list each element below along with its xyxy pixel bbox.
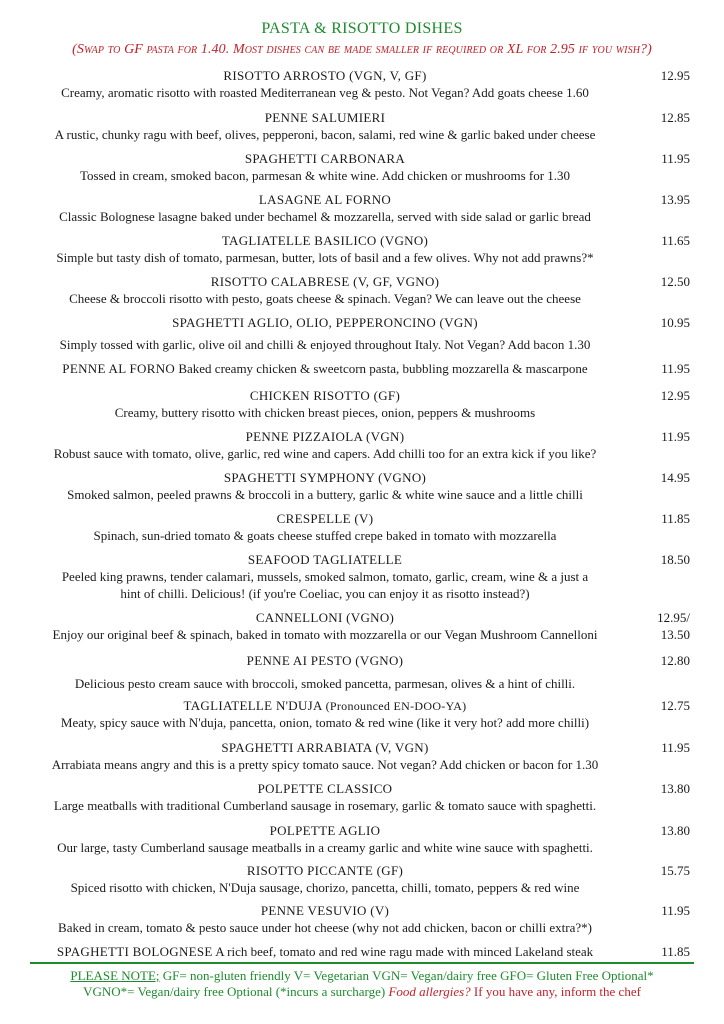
item-description: Arrabiata means angry and this is a pretty spicy tomato sauce. Not vegan? Add chicken or bacon for 1.30	[51, 757, 599, 772]
item-description: Creamy, buttery risotto with chicken breast pieces, onion, peppers & mushrooms	[114, 405, 536, 420]
menu-item	[20, 428, 690, 462]
item-description: Robust sauce with tomato, olive, garlic, red wine and capers. Add chilli too for an extra kick if you like?	[53, 446, 597, 461]
item-price: 12.75	[660, 698, 690, 713]
item-name: CRESPELLE (V)	[276, 511, 374, 526]
menu-item	[20, 469, 690, 503]
item-name: SPAGHETTI ARRABIATA (V, VGN)	[221, 740, 429, 755]
item-description: Baked creamy chicken & sweetcorn pasta, bubbling mozzarella & mascarpone	[178, 361, 588, 376]
item-name: PENNE AL FORNO	[62, 361, 176, 376]
item-description: Large meatballs with traditional Cumberland sausage in rosemary, garlic & tomato sauce with spaghetti.	[53, 798, 597, 813]
item-price: 15.75	[660, 863, 690, 878]
item-name: PENNE SALUMIERI	[264, 110, 386, 125]
item-description: Creamy, aromatic risotto with roasted Mediterranean veg & pesto. Not Vegan? Add goats cheese 1.60	[61, 85, 589, 100]
menu-item	[20, 739, 690, 773]
item-description: Tossed in cream, smoked bacon, parmesan & white wine. Add chicken or mushrooms for 1.30	[79, 168, 571, 183]
item-price: 11.85	[661, 511, 690, 526]
item-description: A rich beef, tomato and red wine ragu made with minced Lakeland steak	[215, 944, 594, 959]
item-price-alt: 13.50	[660, 627, 690, 642]
dietary-key-line-2: VGNO*= Vegan/dairy free Optional (*incurs a surcharge)	[83, 984, 389, 999]
item-price: 12.85	[660, 110, 690, 125]
item-price: 11.95	[661, 740, 690, 755]
item-price: 13.80	[660, 781, 690, 796]
page-subtitle: (Swap to GF pasta for 1.40. Most dishes can be made smaller if required or XL for 2.95 if you wish?)	[72, 42, 652, 57]
allergy-label: Food allergies?	[388, 984, 471, 999]
item-price: 12.95	[660, 68, 690, 83]
item-price: 12.50	[660, 274, 690, 289]
item-price: 11.95	[661, 903, 690, 918]
item-name: PENNE PIZZAIOLA (VGN)	[245, 429, 405, 444]
menu-item	[20, 822, 690, 856]
menu-item	[20, 191, 690, 225]
item-description: Baked in cream, tomato & pesto sauce under hot cheese (why not add chicken, bacon or chilli extra?*)	[58, 920, 592, 935]
item-name: CHICKEN RISOTTO (GF)	[249, 388, 401, 403]
menu-item	[20, 273, 690, 307]
dietary-key-footer	[30, 962, 694, 1000]
item-description: Delicious pesto cream sauce with broccoli, smoked pancetta, parmesan, olives & a hint of chilli.	[74, 676, 576, 691]
item-price: 11.95	[661, 429, 690, 444]
item-name: RISOTTO ARROSTO (VGN, V, GF)	[223, 68, 427, 83]
dietary-key-line-1: GF= non-gluten friendly V= Vegetarian VGN= Vegan/dairy free GFO= Gluten Free Optional*	[159, 968, 654, 983]
item-price: 10.95	[660, 315, 690, 330]
item-description: Simple but tasty dish of tomato, parmesan, butter, lots of basil and a few olives. Why not add prawns?*	[56, 250, 594, 265]
item-price: 11.85	[661, 944, 690, 959]
item-description-continued: hint of chilli. Delicious! (if you're Coeliac, you can enjoy it as risotto instead?)	[120, 586, 530, 601]
item-price: 12.80	[660, 653, 690, 668]
item-description: Our large, tasty Cumberland sausage meatballs in a creamy garlic and white wine sauce with spaghetti.	[57, 840, 593, 855]
menu-item	[20, 360, 690, 377]
menu-item	[20, 862, 690, 896]
item-name: SPAGHETTI CARBONARA	[244, 151, 406, 166]
item-price: 13.95	[660, 192, 690, 207]
menu-item	[20, 314, 690, 353]
item-price: 11.65	[661, 233, 690, 248]
item-name: POLPETTE CLASSICO	[257, 781, 393, 796]
item-price: 12.95	[660, 388, 690, 403]
menu-item	[20, 232, 690, 266]
menu-item	[20, 510, 690, 544]
item-name: CANNELLONI (VGNO)	[255, 610, 395, 625]
menu-item	[20, 150, 690, 184]
menu-item	[20, 609, 690, 643]
item-price: 12.95/	[657, 610, 690, 625]
item-description: Smoked salmon, peeled prawns & broccoli in a buttery, garlic & white wine sauce and a little chilli	[67, 487, 583, 502]
item-name: RISOTTO CALABRESE (V, GF, VGNO)	[210, 274, 440, 289]
item-name: SPAGHETTI AGLIO, OLIO, PEPPERONCINO (VGN)	[172, 315, 478, 330]
item-name: SPAGHETTI BOLOGNESE	[56, 944, 213, 959]
item-description: Peeled king prawns, tender calamari, mussels, smoked salmon, tomato, garlic, cream, wine & a just a	[61, 569, 589, 584]
item-description: Spiced risotto with chicken, N'Duja sausage, chorizo, pancetta, chilli, tomato, peppers & red wine	[70, 880, 580, 895]
item-description: Classic Bolognese lasagne baked under bechamel & mozzarella, served with side salad or garlic bread	[59, 209, 591, 224]
item-price: 14.95	[660, 470, 690, 485]
item-price: 18.50	[660, 552, 690, 567]
item-name: PENNE VESUVIO (V)	[260, 903, 390, 918]
item-name: TAGLIATELLE BASILICO (VGNO)	[221, 233, 429, 248]
item-description: Spinach, sun-dried tomato & goats cheese stuffed crepe baked in tomato with mozzarella	[93, 528, 557, 543]
menu-item	[20, 780, 690, 814]
item-price: 11.95	[661, 151, 690, 166]
item-name: SEAFOOD TAGLIATELLE	[247, 552, 403, 567]
menu-item	[20, 943, 690, 960]
item-price: 11.95	[661, 361, 690, 376]
item-name: PENNE AI PESTO (VGNO)	[246, 653, 404, 668]
allergy-text: If you have any, inform the chef	[470, 984, 641, 999]
item-description: Meaty, spicy sauce with N'duja, pancetta, onion, tomato & red wine (like it very hot? add more chilli)	[60, 715, 590, 730]
menu-item	[20, 902, 690, 936]
menu-item	[20, 551, 690, 602]
item-name: LASAGNE AL FORNO	[258, 192, 392, 207]
item-name: TAGLIATELLE N'DUJA	[183, 698, 323, 713]
menu-item	[20, 67, 690, 101]
menu-item	[20, 697, 690, 731]
item-description: A rustic, chunky ragu with beef, olives, pepperoni, bacon, salami, red wine & garlic baked under cheese	[54, 127, 596, 142]
menu-item	[20, 387, 690, 421]
item-description: Simply tossed with garlic, olive oil and chilli & enjoyed throughout Italy. Not Vegan? Add bacon 1.30	[59, 337, 591, 352]
page-title: PASTA & RISOTTO DISHES	[261, 20, 463, 37]
item-name: SPAGHETTI SYMPHONY (VGNO)	[223, 470, 427, 485]
please-note-label: PLEASE NOTE;	[70, 968, 160, 983]
item-name: RISOTTO PICCANTE (GF)	[246, 863, 404, 878]
item-price: 13.80	[660, 823, 690, 838]
item-description: Cheese & broccoli risotto with pesto, goats cheese & spinach. Vegan? We can leave out the cheese	[69, 291, 581, 306]
pronunciation-note: (Pronounced EN-DOO-YA)	[325, 699, 467, 713]
menu-item	[20, 652, 690, 692]
item-description: Enjoy our original beef & spinach, baked in tomato with mozzarella or our Vegan Mushroom Cannelloni	[52, 627, 598, 642]
menu-item	[20, 109, 690, 143]
item-name: POLPETTE AGLIO	[269, 823, 381, 838]
